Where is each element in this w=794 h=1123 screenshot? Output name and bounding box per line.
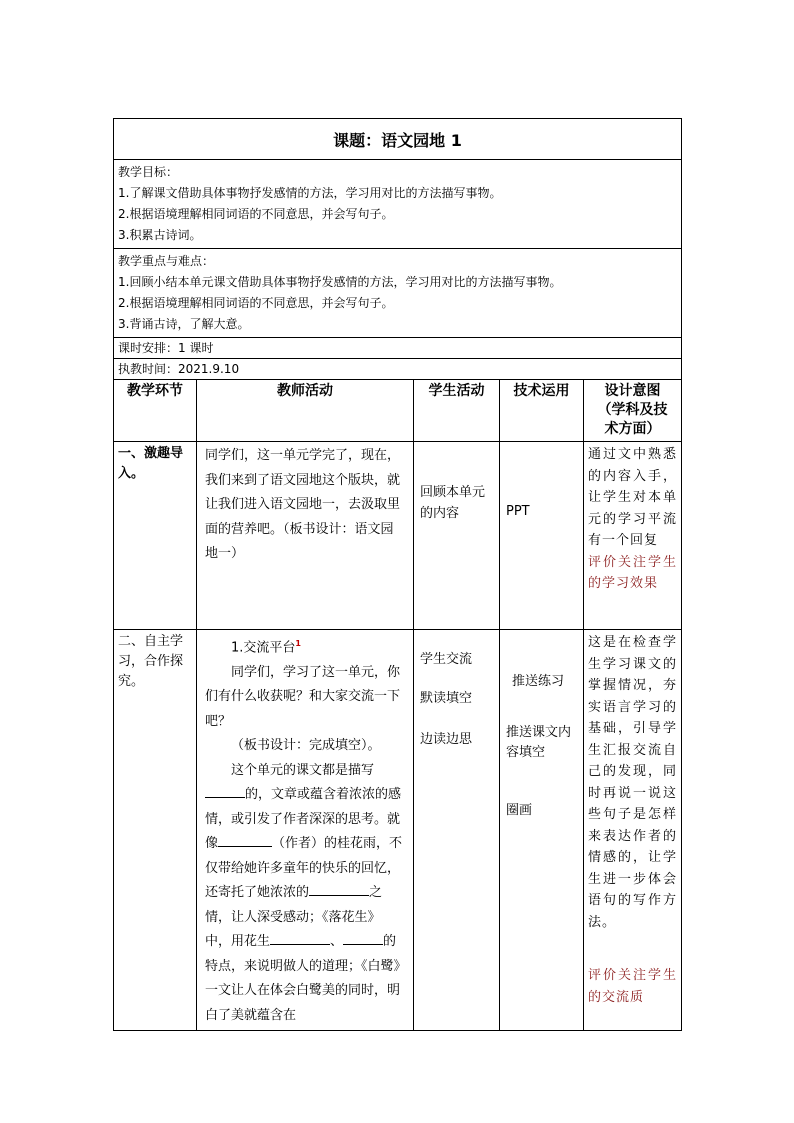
row1-intent-text: 通过文中熟悉的内容入手，让学生对本单元的学习平流有一个回复: [588, 447, 678, 548]
lesson-plan-table: [113, 118, 682, 1031]
tech-item: 推送课文内容填空: [506, 725, 572, 760]
tech-item: 推送练习: [512, 674, 565, 689]
row2-teacher-heading: 1.交流平台$^1$: [231, 639, 301, 656]
student-activity: 边读边思: [420, 732, 473, 747]
fill-blank[interactable]: [309, 883, 369, 896]
row2-intent: [584, 630, 682, 1031]
page-title: 课题：语文园地 1: [114, 119, 682, 160]
key-point-item: 3.背诵古诗，了解大意。: [118, 317, 250, 331]
tech-item: 圈画: [506, 803, 533, 818]
schedule: 课时安排：1 课时: [114, 338, 682, 359]
fill-blank[interactable]: [343, 932, 383, 945]
header-student: 学生活动: [414, 380, 500, 442]
row2-tech: [500, 630, 584, 1031]
student-activity: 学生交流: [420, 652, 473, 667]
row1-eval: 评价关注学生的学习效果: [588, 554, 678, 591]
row1-intent: [584, 442, 682, 630]
row1-tech: PPT: [500, 442, 584, 630]
key-points: [114, 249, 682, 338]
fill-blank[interactable]: [270, 932, 330, 945]
header-stage: 教学环节: [114, 380, 197, 442]
header-tech: 技术运用: [500, 380, 584, 442]
row2-eval: 评价关注学生的交流质: [588, 968, 678, 1005]
goal-item: 2.根据语境理解相同词语的不同意思，并会写句子。: [118, 207, 394, 221]
goals-heading: 教学目标：: [118, 165, 179, 179]
goal-item: 3.积累古诗词。: [118, 228, 202, 242]
teaching-goals: [114, 160, 682, 249]
lesson-plan: [113, 118, 681, 1031]
row2-stage: 二、自主学习，合作探究。: [114, 630, 197, 1031]
key-point-item: 2.根据语境理解相同词语的不同意思，并会写句子。: [118, 296, 394, 310]
key-points-heading: 教学重点与难点：: [118, 254, 215, 268]
row2-teacher-p1: 同学们，学习了这一单元，你们有什么收获呢？和大家交流一下吧？: [205, 664, 401, 729]
student-activity: 默读填空: [420, 691, 473, 706]
row2-teacher-p2: （板书设计：完成填空）。: [231, 738, 381, 754]
fill-blank[interactable]: [218, 834, 272, 847]
goal-item: 1.了解课文借助具体事物抒发感情的方法，学习用对比的方法描写事物。: [118, 186, 502, 200]
key-point-item: 1.回顾小结本单元课文借助具体事物抒发感情的方法，学习用对比的方法描写事物。: [118, 275, 562, 289]
row1-stage: 一、激趣导入。: [114, 442, 197, 630]
header-teacher: 教师活动: [197, 380, 414, 442]
comment-marker: 1: [295, 639, 301, 648]
teaching-date: 执教时间：2021.9.10: [114, 359, 682, 380]
fill-blank[interactable]: [205, 785, 245, 798]
row1-student: 回顾本单元的内容: [414, 442, 500, 630]
header-intent: 设计意图（学科及技术方面）: [584, 380, 682, 442]
row1-teacher: 同学们，这一单元学完了，现在，我们来到了语文园地这个版块，就让我们进入语文园地一，去汲取里面的营养吧。（板书设计：语文园地一）: [197, 442, 414, 630]
row2-teacher: [197, 630, 414, 1031]
row2-intent-text: 这是在检查学生学习课文的掌握情况，夯实语言学习的基础，引导学生汇报交流自己的发现，同时再说一说这些句子是怎样来表达作者的情感的，让学生进一步体会语句的写作方法。: [588, 635, 678, 930]
row2-teacher-p3: 这个单元的课文都是描写的，文章或蕴含着浓浓的感情，或引发了作者深深的思考。就像 （作者）的桂花雨，不仅带给她许多童年的快乐的回忆，还寄托了她浓浓的 之情，让人深受感动；《落花生》中，用花生 、 的特点，来说明做人的道理；《白鹭》一文让人在体会白鹭美的同时，明白了美就蕴含在: [205, 762, 403, 1023]
row2-student: [414, 630, 500, 1031]
